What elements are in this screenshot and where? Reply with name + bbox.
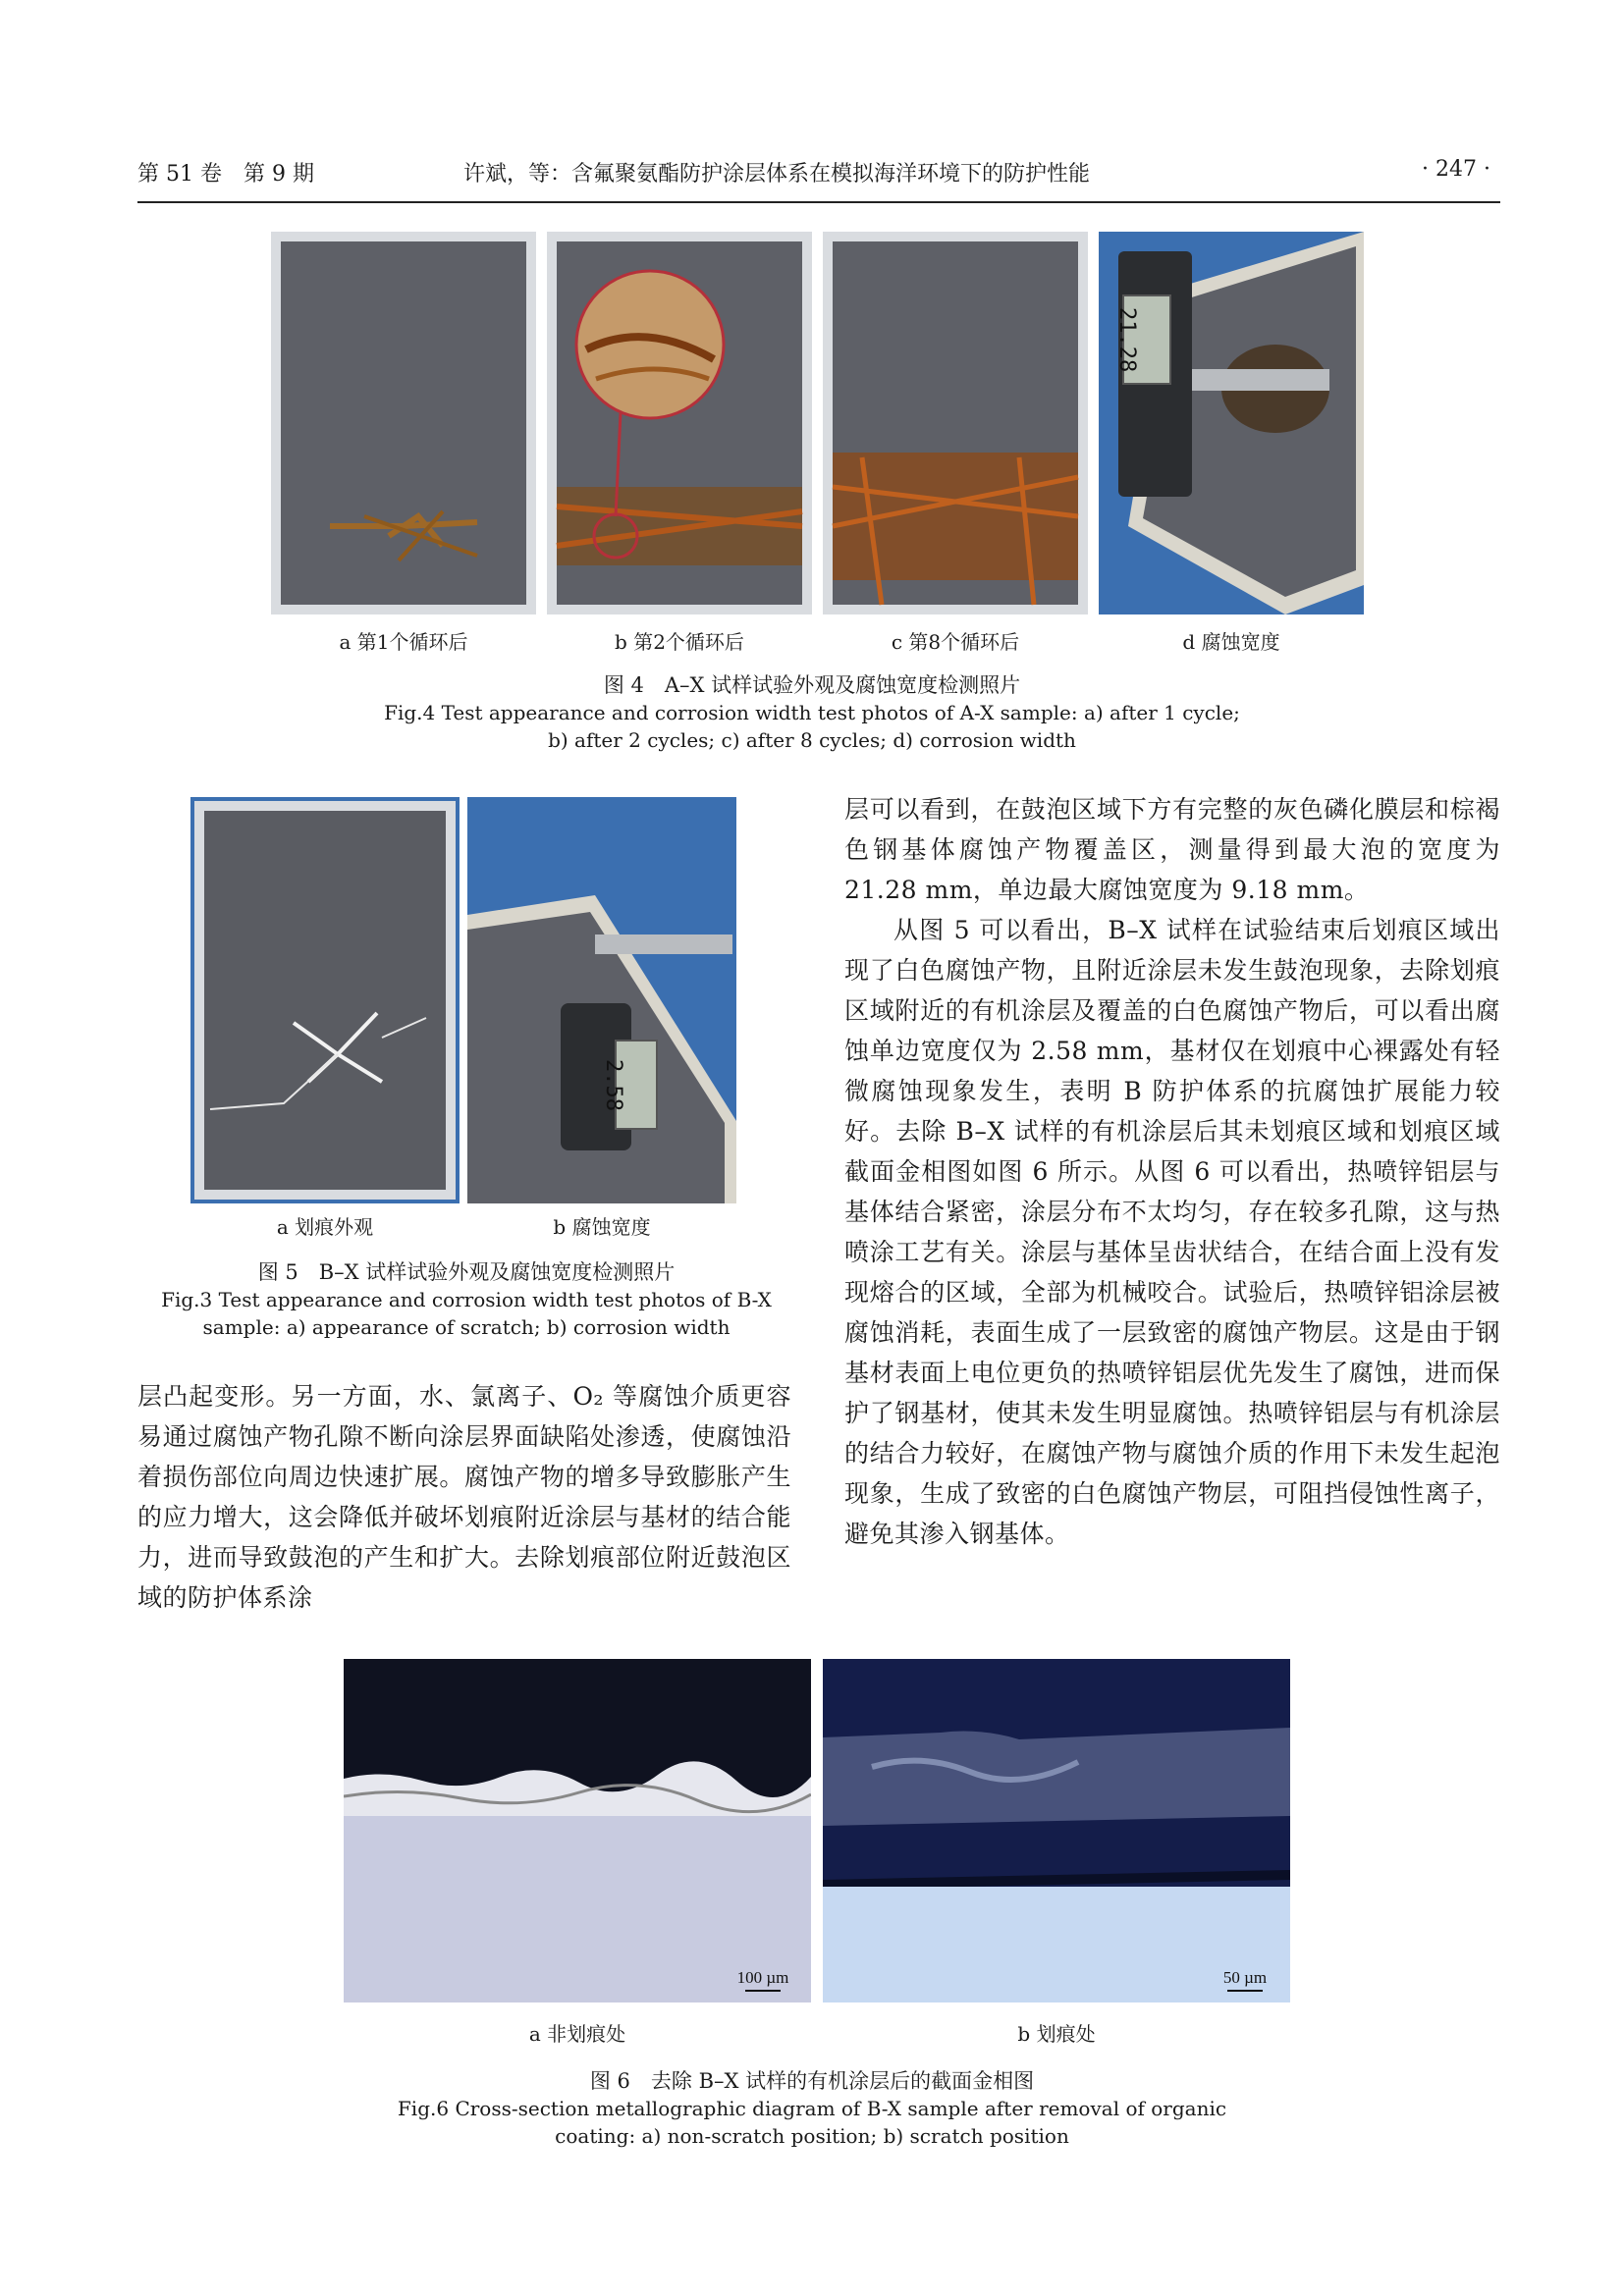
fig5-sublabel-b: b 腐蚀宽度 (553, 1215, 651, 1239)
fig4-panel-d-image (1099, 232, 1364, 614)
fig6-caption-en-2: coating: a) non-scratch position; b) scratch position (555, 2124, 1069, 2148)
fig4-sublabel-c: c 第8个循环后 (891, 630, 1020, 654)
fig4-caliper-reading: 21.28 (1122, 294, 1171, 385)
fig6-scalebar-a (725, 1968, 801, 1992)
fig6-scale-b-line (1227, 1990, 1263, 1992)
fig4-caption (295, 671, 1329, 754)
fig4-panel-c-photo (823, 232, 1088, 614)
fig4-sublabel-b: b 第2个循环后 (615, 630, 744, 654)
fig5-caption-en-1: Fig.3 Test appearance and corrosion width test photos of B-X (161, 1288, 772, 1311)
fig4-panel-b-image (547, 232, 812, 614)
fig4-panel-c-image (823, 232, 1088, 614)
fig4-sublabel-a: a 第1个循环后 (339, 630, 468, 654)
fig5-panel-b-photo (467, 797, 736, 1203)
fig5-panel-a-photo (190, 797, 460, 1203)
fig4-panel-b-photo (547, 232, 812, 614)
fig6-scale-b-label: 50 µm (1222, 1968, 1268, 1987)
left-column (137, 1376, 791, 1618)
header-page-number: · 247 · (1422, 157, 1490, 182)
right-column-paragraph-2: 从图 5 可以看出，B–X 试样在试验结束后划痕区域出现了白色腐蚀产物，且附近涂层未发生鼓泡现象，去除划痕区域附近的有机涂层及覆盖的白色腐蚀产物后，可以看出腐蚀单边宽度仅为 2.58 mm，基材仅在划痕中心裸露处有轻微腐蚀现象发生，表明 B 防护体系的抗腐蚀扩展能力较好。去除 B–X 试样的有机涂层后其未划痕区域和划痕区域截面金相图如图 6 所示。从图 6 可以看出，热喷锌铝层与基体结合紧密，涂层分布不太均匀，存在较多孔隙，这与热喷涂工艺有关。涂层与基体呈齿状结合，在结合面上没有发现熔合的区域，全部为机械咬合。试验后，热喷锌铝涂层被腐蚀消耗，表面生成了一层致密的腐蚀产物层。这是由于钢基材表面上电位更负的热喷锌铝层优先发生了腐蚀，进而保护了钢基材，使其未发生明显腐蚀。热喷锌铝层与有机涂层的结合力较好，在腐蚀产物与腐蚀介质的作用下未发生起泡现象，生成了致密的白色腐蚀产物层，可阻挡侵蚀性离子，避免其渗入钢基体。 (844, 916, 1500, 1548)
fig4-panel-a-photo (271, 232, 536, 614)
fig6-scalebar-b (1210, 1968, 1280, 1992)
fig4-panel-d-photo (1099, 232, 1364, 614)
fig6-panel-a-photo (344, 1659, 811, 2002)
fig5-panel-a-image (190, 797, 460, 1203)
fig4-caption-en-2: b) after 2 cycles; c) after 8 cycles; d) corrosion width (548, 728, 1076, 752)
fig6-caption-zh: 图 6 去除 B–X 试样的有机涂层后的截面金相图 (589, 2069, 1035, 2093)
fig5-caliper-reading (615, 1040, 658, 1130)
fig6-panel-b-image (823, 1659, 1290, 2002)
fig6-scale-a-line (745, 1990, 781, 1992)
fig5-sublabel-a: a 划痕外观 (276, 1215, 374, 1239)
header-rule (137, 201, 1500, 203)
header-running-title: 许斌，等：含氟聚氨酯防护涂层体系在模拟海洋环境下的防护性能 (463, 162, 1091, 187)
fig6-panel-a-image (344, 1659, 811, 2002)
fig5-caption-en-2: sample: a) appearance of scratch; b) corrosion width (202, 1315, 731, 1339)
fig4-caption-en-1: Fig.4 Test appearance and corrosion width test photos of A-X sample: a) after 1 cycle; (384, 701, 1240, 724)
fig6-caption (295, 2067, 1329, 2150)
fig6-caption-en-1: Fig.6 Cross-section metallographic diagram of B-X sample after removal of organic (397, 2097, 1227, 2120)
left-column-paragraph: 层凸起变形。另一方面，水、氯离子、O₂ 等腐蚀介质更容易通过腐蚀产物孔隙不断向涂层界面缺陷处渗透，使腐蚀沿着损伤部位向周边快速扩展。腐蚀产物的增多导致膨胀产生的应力增大，这会降低并破坏划痕附近涂层与基材的结合能力，进而导致鼓泡的产生和扩大。去除划痕部位附近鼓泡区域的防护体系涂 (137, 1382, 791, 1612)
fig4-panel-a-image (271, 232, 536, 614)
fig6-scale-a-label: 100 µm (736, 1968, 789, 1987)
fig4-caption-zh: 图 4 A–X 试样试验外观及腐蚀宽度检测照片 (603, 673, 1021, 697)
fig5-caption-zh: 图 5 B–X 试样试验外观及腐蚀宽度检测照片 (257, 1260, 676, 1284)
fig6-panel-b-photo (823, 1659, 1290, 2002)
right-column (844, 789, 1500, 1554)
fig5-caption (137, 1258, 795, 1341)
header-volume-issue: 第 51 卷 第 9 期 (137, 162, 314, 187)
fig5-panel-b-image (467, 797, 736, 1203)
fig6-sublabel-b: b 划痕处 (1017, 2022, 1096, 2046)
fig4-sublabel-d: d 腐蚀宽度 (1182, 630, 1280, 654)
fig6-sublabel-a: a 非划痕处 (528, 2022, 626, 2046)
right-column-paragraph-1: 层可以看到，在鼓泡区域下方有完整的灰色磷化膜层和棕褐色钢基体腐蚀产物覆盖区，测量得到最大泡的宽度为 21.28 mm，单边最大腐蚀宽度为 9.18 mm。 (844, 795, 1500, 904)
